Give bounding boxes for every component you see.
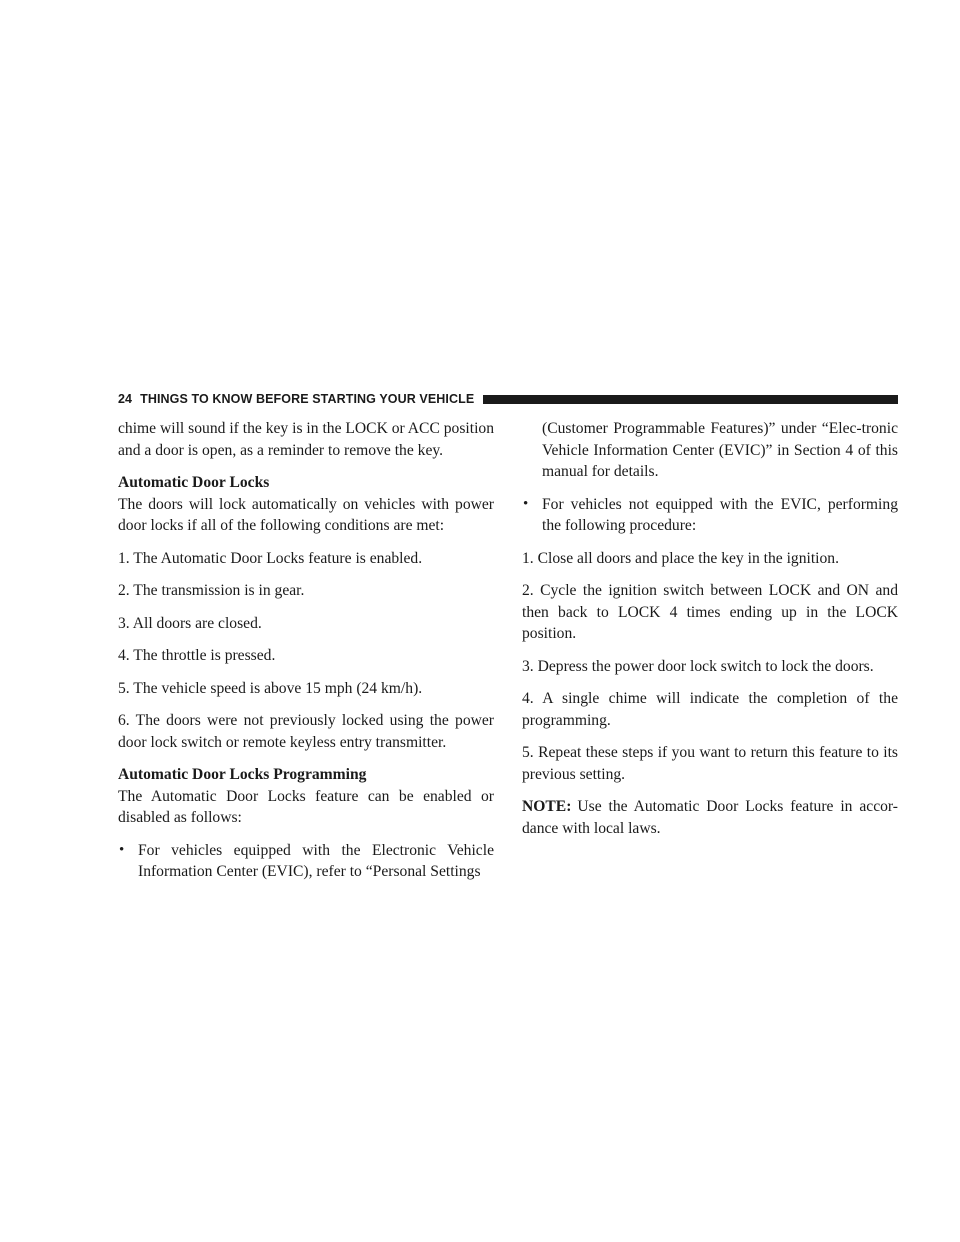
page-number: 24 <box>118 392 133 406</box>
left-column <box>118 418 494 894</box>
condition-item: 5. The vehicle speed is above 15 mph (24 km/h). <box>118 679 423 697</box>
intro-paragraph: chime will sound if the key is in the LOCK or ACC position and a door is open, as a reminder to remove the key. <box>118 420 494 459</box>
procedure-step: 1. Close all doors and place the key in the ignition. <box>522 549 840 567</box>
procedure-step: 2. Cycle the ignition switch between LOCK and ON and then back to LOCK 4 times ending up in the LOCK position. <box>522 582 898 642</box>
automatic-door-locks-heading: Automatic Door Locks <box>118 474 270 491</box>
programming-text: The Automatic Door Locks feature can be enabled or disabled as follows: <box>118 787 494 826</box>
note-text: Use the Automatic Door Locks feature in accor-dance with local laws. <box>522 798 898 837</box>
condition-item: 2. The transmission is in gear. <box>118 582 305 599</box>
condition-item: 1. The Automatic Door Locks feature is enabled. <box>118 549 423 567</box>
section-title: THINGS TO KNOW BEFORE STARTING YOUR VEHICLE <box>140 392 475 406</box>
note-label: NOTE: <box>522 798 572 815</box>
header-rule-bar <box>483 395 898 404</box>
condition-item: 6. The doors were not previously locked using the power door lock switch or remote keyless entry transmitter. <box>118 712 494 751</box>
bullet-item <box>118 840 494 883</box>
programming-heading: Automatic Door Locks Programming <box>118 766 367 783</box>
bullet-text: For vehicles not equipped with the EVIC, performing the following procedure: <box>542 495 898 534</box>
procedure-step: 3. Depress the power door lock switch to lock the doors. <box>522 657 874 675</box>
running-header <box>118 389 898 409</box>
bullet-icon: • <box>119 841 125 858</box>
procedure-step: 5. Repeat these steps if you want to return this feature to its previous setting. <box>522 744 898 783</box>
bullet-item <box>522 494 898 537</box>
bullet-text: For vehicles equipped with the Electronic Vehicle Information Center (EVIC), refer to “Personal Settings <box>138 841 494 880</box>
condition-item: 3. All doors are closed. <box>118 614 262 632</box>
right-column <box>522 418 898 850</box>
note-paragraph <box>522 796 898 839</box>
bullet-continued-text: (Customer Programmable Features)” under “Elec-tronic Vehicle Information Center (EVIC)” in Section 4 of this manual for details. <box>542 420 898 480</box>
bullet-icon: • <box>523 495 529 512</box>
automatic-door-locks-text: The doors will lock automatically on vehicles with power door locks if all of the following conditions are met: <box>118 495 494 534</box>
procedure-step: 4. A single chime will indicate the completion of the programming. <box>522 690 898 729</box>
condition-item: 4. The throttle is pressed. <box>118 647 276 664</box>
